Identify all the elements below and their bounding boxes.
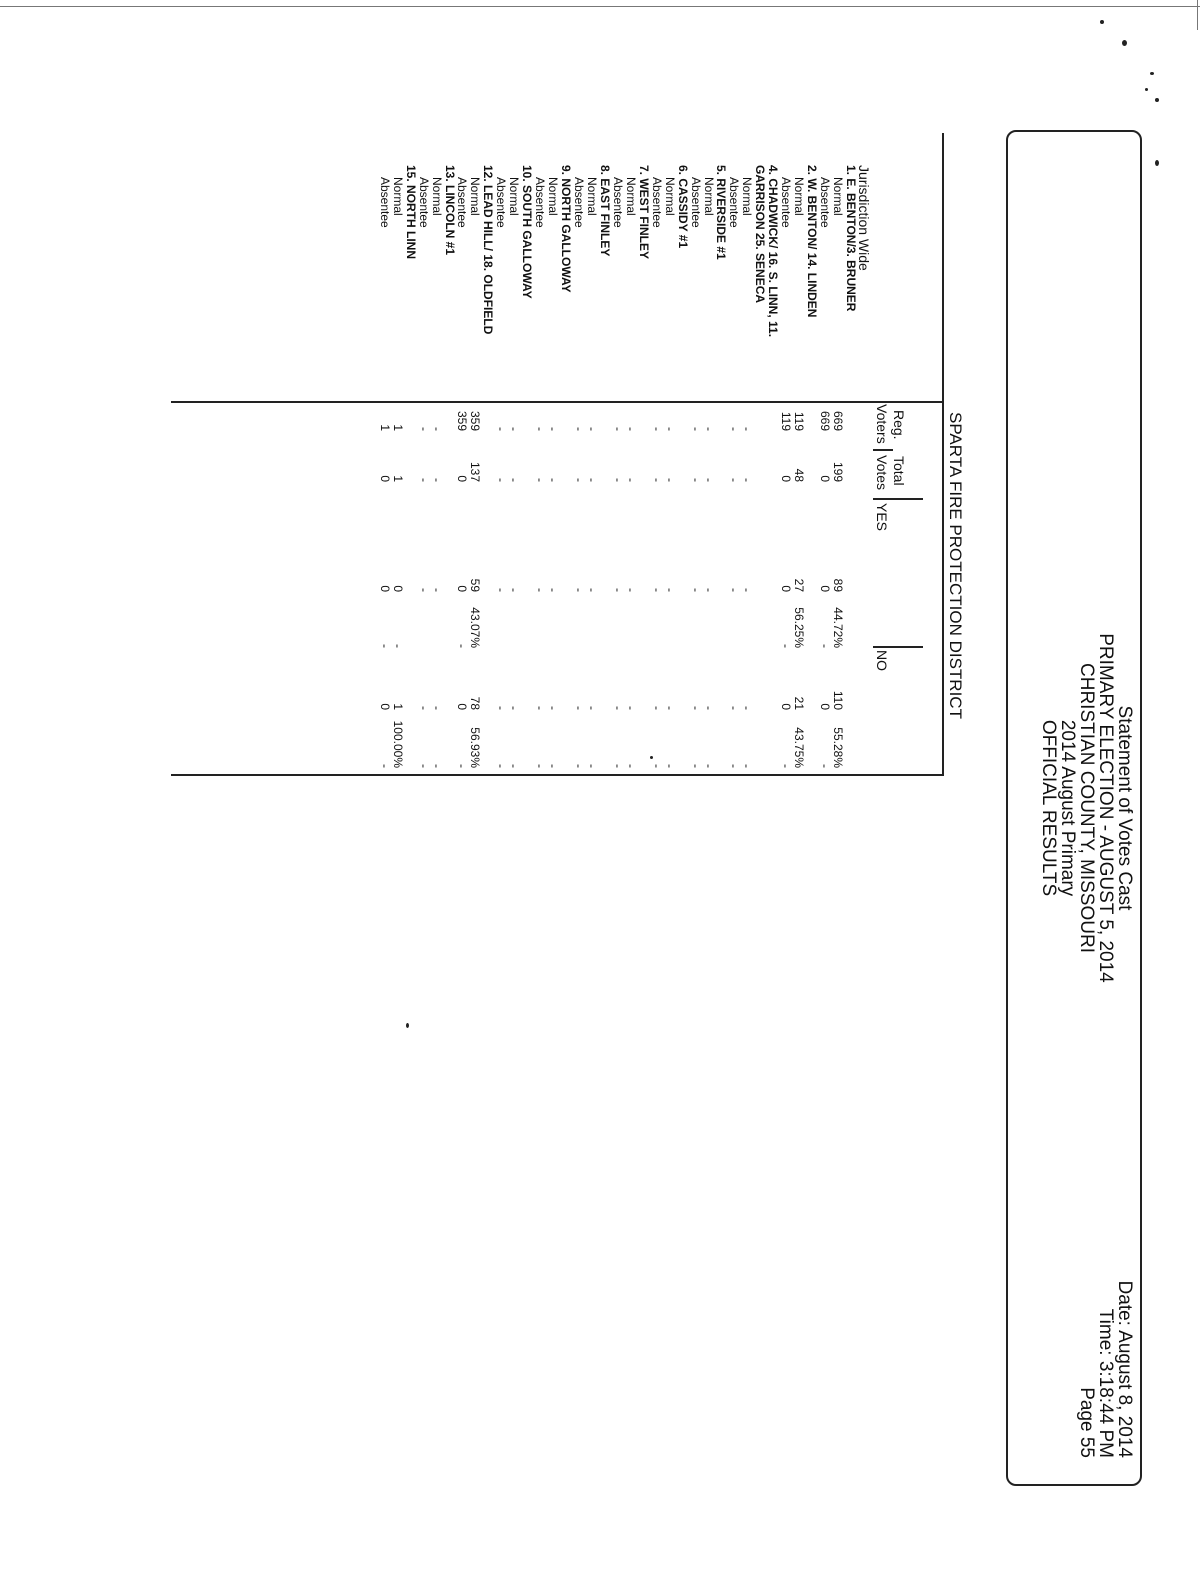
- yes-votes-cell: -: [688, 588, 703, 592]
- row-label: Normal: [429, 177, 444, 216]
- header-rule: [873, 646, 923, 648]
- report-header-box: [1006, 130, 1142, 1486]
- no-votes-cell: -: [546, 706, 561, 710]
- no-percent-cell: -: [662, 764, 677, 768]
- title-line: 2014 August Primary: [1057, 719, 1078, 897]
- no-votes-cell: -: [623, 706, 638, 710]
- row-label: Absentee: [416, 177, 431, 228]
- precinct-heading-row: [845, 0, 857, 800]
- header-rule: [873, 449, 893, 451]
- row-label: Absentee: [572, 177, 587, 228]
- yes-column-header: YES: [874, 503, 890, 532]
- reg-voters-cell: 119: [779, 411, 794, 431]
- no-percent-cell: -: [585, 764, 599, 768]
- yes-votes-cell: -: [623, 588, 638, 592]
- table-row: [418, 0, 430, 800]
- table-row: [431, 0, 443, 800]
- precinct-heading-row: [638, 0, 650, 800]
- reg-voters-cell: -: [429, 427, 444, 431]
- table-top-rule: [942, 133, 944, 776]
- title-line: PRIMARY ELECTION - AUGUST 5, 2014: [1095, 633, 1116, 983]
- row-label: Absentee: [377, 177, 392, 228]
- precinct-heading-row: [599, 0, 611, 800]
- no-votes-cell: 21: [792, 696, 807, 710]
- table-row: [392, 0, 404, 800]
- total-votes-cell: -: [649, 478, 664, 482]
- row-label: Absentee: [533, 177, 548, 228]
- reg-voters-cell: 1: [377, 424, 392, 431]
- row-label: 15. NORTH LINN: [403, 165, 418, 260]
- no-percent-cell: 43.75%: [792, 727, 807, 768]
- no-percent-cell: -: [779, 764, 794, 768]
- reg-voters-cell: 359: [455, 410, 470, 431]
- total-votes-header: Total: [891, 456, 907, 486]
- header-rule: [873, 498, 923, 500]
- table-row: [793, 0, 805, 800]
- row-label: 9. NORTH GALLOWAY: [559, 165, 574, 293]
- reg-voters-header: Voters: [874, 404, 890, 444]
- no-percent-cell: -: [546, 764, 561, 768]
- table-row: [534, 0, 546, 800]
- jurisdiction-column-header: Jurisdiction Wide: [856, 165, 872, 271]
- row-label: Normal: [831, 177, 846, 216]
- yes-votes-cell: 89: [831, 578, 846, 592]
- no-percent-cell: -: [701, 764, 716, 768]
- yes-percent-cell: -: [818, 644, 833, 648]
- precinct-heading-row: [716, 0, 728, 800]
- total-votes-cell: -: [507, 478, 522, 482]
- row-label: Normal: [701, 177, 716, 216]
- row-label: Normal: [585, 177, 599, 216]
- reg-voters-cell: -: [623, 427, 638, 431]
- no-votes-cell: -: [688, 706, 703, 710]
- row-label: 5. RIVERSIDE #1: [714, 165, 729, 260]
- row-label: 8. EAST FINLEY: [597, 165, 612, 257]
- yes-votes-cell: -: [701, 588, 716, 592]
- total-votes-cell: -: [533, 478, 548, 482]
- precinct-heading-row: [405, 0, 417, 800]
- table-row: [703, 0, 715, 800]
- no-votes-cell: 0: [377, 703, 392, 710]
- no-votes-cell: 0: [455, 703, 470, 710]
- reg-voters-cell: -: [688, 427, 703, 431]
- no-votes-cell: -: [662, 706, 677, 710]
- no-votes-cell: -: [740, 706, 755, 710]
- row-label: Absentee: [494, 177, 509, 228]
- no-votes-cell: -: [494, 706, 509, 710]
- no-votes-cell: -: [649, 706, 664, 710]
- precinct-heading-row: [560, 0, 572, 800]
- table-row: [495, 0, 507, 800]
- yes-votes-cell: -: [416, 588, 431, 592]
- precinct-heading-row: [521, 0, 533, 800]
- total-votes-cell: -: [701, 478, 716, 482]
- table-row: [573, 0, 585, 800]
- no-votes-cell: -: [507, 706, 522, 710]
- no-percent-cell: 56.93%: [468, 727, 483, 768]
- row-label: Normal: [623, 177, 638, 216]
- yes-percent-cell: -: [779, 644, 794, 648]
- reg-voters-cell: -: [533, 427, 548, 431]
- no-votes-cell: 78: [468, 696, 483, 710]
- table-row: [741, 0, 753, 800]
- precinct-heading-row: [767, 0, 779, 800]
- no-percent-cell: -: [455, 764, 470, 768]
- total-votes-cell: 0: [779, 475, 794, 482]
- row-label: 6. CASSIDY #1: [675, 165, 690, 249]
- total-votes-cell: -: [546, 478, 561, 482]
- no-votes-cell: -: [610, 706, 625, 710]
- no-percent-cell: -: [623, 764, 638, 768]
- precinct-heading-row: [482, 0, 494, 800]
- reg-voters-cell: 669: [818, 410, 833, 431]
- no-percent-cell: -: [818, 764, 833, 768]
- total-votes-cell: 48: [792, 468, 807, 482]
- no-percent-cell: 55.28%: [831, 727, 846, 768]
- report-meta-block: [1077, 1281, 1134, 1458]
- title-line: Statement of Votes Cast: [1114, 705, 1135, 911]
- yes-percent-cell: -: [390, 644, 405, 648]
- table-row: [457, 0, 469, 800]
- no-votes-cell: -: [416, 706, 431, 710]
- table-row: [547, 0, 559, 800]
- yes-percent-cell: -: [455, 644, 470, 648]
- total-votes-cell: -: [740, 478, 755, 482]
- yes-percent-cell: 44.72%: [831, 607, 846, 648]
- table-row: [664, 0, 676, 800]
- reg-voters-cell: -: [416, 427, 431, 431]
- yes-votes-cell: -: [507, 588, 522, 592]
- reg-voters-cell: -: [649, 427, 664, 431]
- total-votes-cell: -: [416, 478, 431, 482]
- no-votes-cell: -: [572, 706, 587, 710]
- row-label: Absentee: [455, 177, 470, 228]
- table-right-rule: [171, 774, 944, 776]
- yes-votes-cell: -: [727, 588, 742, 592]
- row-label: Normal: [740, 177, 755, 216]
- yes-votes-cell: 59: [468, 578, 483, 592]
- total-votes-cell: -: [572, 478, 587, 482]
- table-row: [508, 0, 520, 800]
- total-votes-cell: -: [688, 478, 703, 482]
- row-label: 4. CHADWICK/ 16. S. LINN, 11.: [766, 165, 781, 338]
- total-votes-cell: -: [623, 478, 638, 482]
- reg-voters-cell: -: [572, 427, 587, 431]
- row-label: 7. WEST FINLEY: [636, 165, 651, 260]
- yes-votes-cell: 0: [818, 585, 833, 592]
- yes-votes-cell: -: [662, 588, 677, 592]
- no-votes-cell: 0: [818, 703, 833, 710]
- yes-votes-cell: -: [585, 588, 599, 592]
- row-label: Normal: [390, 177, 405, 216]
- yes-votes-cell: -: [494, 588, 509, 592]
- total-votes-cell: -: [494, 478, 509, 482]
- no-votes-cell: -: [701, 706, 716, 710]
- no-votes-cell: 1: [390, 703, 405, 710]
- no-percent-cell: -: [416, 764, 431, 768]
- contest-title: SPARTA FIRE PROTECTION DISTRICT: [946, 412, 965, 719]
- row-label: Absentee: [610, 177, 625, 228]
- reg-voters-cell: 669: [831, 410, 846, 431]
- total-votes-cell: 199: [831, 461, 846, 482]
- report-time: Time: 3:18:44 PM: [1095, 1308, 1116, 1458]
- yes-votes-cell: 0: [390, 585, 405, 592]
- title-line: OFFICIAL RESULTS: [1038, 719, 1059, 897]
- yes-votes-cell: -: [533, 588, 548, 592]
- row-label: 12. LEAD HILL/ 18. OLDFIELD: [481, 165, 496, 335]
- table-row: [586, 0, 598, 800]
- row-label: Absentee: [727, 177, 742, 228]
- yes-votes-cell: -: [740, 588, 755, 592]
- yes-votes-cell: -: [572, 588, 587, 592]
- no-percent-cell: -: [494, 764, 509, 768]
- reg-voters-cell: -: [494, 427, 509, 431]
- no-votes-cell: -: [727, 706, 742, 710]
- no-percent-cell: -: [649, 764, 664, 768]
- yes-votes-cell: -: [429, 588, 444, 592]
- total-votes-cell: 0: [455, 475, 470, 482]
- reg-voters-cell: -: [740, 427, 755, 431]
- no-percent-cell: -: [572, 764, 587, 768]
- yes-votes-cell: 0: [455, 585, 470, 592]
- yes-votes-cell: 27: [792, 578, 807, 592]
- no-percent-cell: -: [727, 764, 742, 768]
- precinct-heading-row: [754, 0, 766, 800]
- total-votes-cell: -: [610, 478, 625, 482]
- yes-votes-cell: -: [610, 588, 625, 592]
- no-percent-cell: -: [377, 764, 392, 768]
- row-label: Normal: [546, 177, 561, 216]
- no-votes-cell: -: [533, 706, 548, 710]
- yes-percent-cell: 56.25%: [792, 607, 807, 648]
- scan-page-edge-right: [1197, 0, 1198, 30]
- yes-votes-cell: 0: [779, 585, 794, 592]
- reg-voters-header: Reg.: [891, 410, 907, 440]
- total-votes-cell: -: [429, 478, 444, 482]
- table-row: [780, 0, 792, 800]
- total-votes-header: Votes: [874, 455, 890, 491]
- row-label: Normal: [792, 177, 807, 216]
- no-votes-cell: 0: [779, 703, 794, 710]
- total-votes-cell: -: [585, 478, 599, 482]
- row-label: Absentee: [688, 177, 703, 228]
- row-label: GARRISON 25. SENECA: [753, 165, 768, 304]
- reg-voters-cell: -: [585, 427, 599, 431]
- row-label: 2. W. BENTON/ 14. LINDEN: [805, 165, 820, 318]
- no-column-header: NO: [874, 650, 890, 671]
- total-votes-cell: 0: [377, 475, 392, 482]
- table-row: [690, 0, 702, 800]
- yes-votes-cell: -: [546, 588, 561, 592]
- row-label: Normal: [662, 177, 677, 216]
- yes-percent-cell: -: [377, 644, 392, 648]
- no-percent-cell: -: [533, 764, 548, 768]
- row-label: Normal: [507, 177, 522, 216]
- no-votes-cell: -: [429, 706, 444, 710]
- reg-voters-cell: 359: [468, 410, 483, 431]
- table-row: [625, 0, 637, 800]
- total-votes-cell: 137: [468, 461, 483, 482]
- reg-voters-cell: 119: [792, 411, 807, 431]
- table-row: [469, 0, 481, 800]
- precinct-heading-row: [444, 0, 456, 800]
- table-row: [832, 0, 844, 800]
- report-page-number: Page 55: [1076, 1387, 1097, 1458]
- precinct-heading-row: [677, 0, 689, 800]
- total-votes-cell: -: [727, 478, 742, 482]
- no-percent-cell: -: [740, 764, 755, 768]
- no-percent-cell: -: [688, 764, 703, 768]
- reg-voters-cell: -: [727, 427, 742, 431]
- row-label: Absentee: [649, 177, 664, 228]
- no-votes-cell: 110: [831, 690, 846, 710]
- table-row: [379, 0, 391, 800]
- no-percent-cell: -: [507, 764, 522, 768]
- reg-voters-cell: -: [507, 427, 522, 431]
- title-line: CHRISTIAN COUNTY, MISSOURI: [1076, 663, 1097, 953]
- reg-voters-cell: -: [662, 427, 677, 431]
- yes-votes-cell: 0: [377, 585, 392, 592]
- row-label: Normal: [468, 177, 483, 216]
- row-label: Absentee: [779, 177, 794, 228]
- total-votes-cell: 1: [390, 475, 405, 482]
- yes-votes-cell: -: [649, 588, 664, 592]
- yes-percent-cell: 43.07%: [468, 607, 483, 648]
- reg-voters-cell: -: [546, 427, 561, 431]
- row-label: 10. SOUTH GALLOWAY: [520, 165, 535, 299]
- no-percent-cell: 100.00%: [390, 720, 405, 768]
- report-date: Date: August 8, 2014: [1114, 1280, 1135, 1458]
- reg-voters-cell: -: [610, 427, 625, 431]
- no-percent-cell: -: [610, 764, 625, 768]
- total-votes-cell: 0: [818, 475, 833, 482]
- table-row: [819, 0, 831, 800]
- table-row: [728, 0, 740, 800]
- total-votes-cell: -: [662, 478, 677, 482]
- precinct-heading-row: [806, 0, 818, 800]
- table-row: [651, 0, 663, 800]
- reg-voters-cell: -: [701, 427, 716, 431]
- table-row: [612, 0, 624, 800]
- reg-voters-cell: 1: [390, 424, 405, 431]
- row-label: 1. E. BENTON/3. BRUNER: [844, 165, 858, 312]
- row-label: Absentee: [818, 177, 833, 228]
- row-label: 13. LINCOLN #1: [442, 165, 457, 256]
- no-votes-cell: -: [585, 706, 599, 710]
- no-percent-cell: -: [429, 764, 444, 768]
